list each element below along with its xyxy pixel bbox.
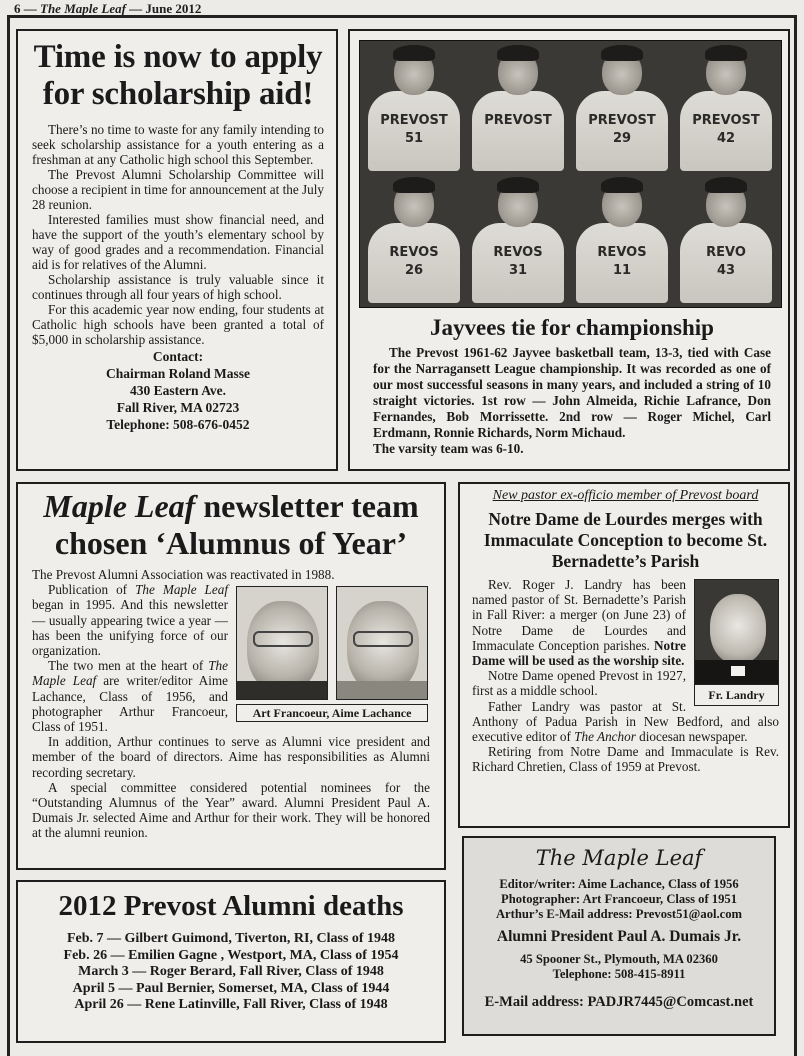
paragraph: In addition, Arthur continues to serve as Alumni vice president and member of the board of directors. Aime has responsibilities as Alumni recording secretary. [32, 734, 430, 780]
alumnus-article [16, 482, 446, 870]
masthead-title: The Maple Leaf [535, 846, 703, 870]
player [678, 45, 774, 175]
portrait-art-francoeur [236, 586, 328, 700]
contact-street: 430 Eastern Ave. [129, 383, 227, 398]
contact-label: Contact: [152, 349, 204, 364]
jersey-lettering: REVOS [493, 245, 543, 260]
death-entry: April 5 — Paul Bernier, Somerset, MA, Class of 1944 [72, 980, 390, 996]
portrait-aime-lachance [336, 586, 428, 700]
jayvees-article [348, 29, 790, 471]
player [470, 45, 566, 175]
paragraph: The Prevost Alumni Scholarship Committee will choose a recipient in time for announcement at the July 28 reunion. [32, 167, 324, 212]
paragraph: A special committee considered potential nominees for the “Outstanding Alumnus of the Year” award. Alumni President Paul A. Dumais Jr. selected Aime and Arthur for their work. They will be honored at the alumni reunion. [32, 779, 430, 841]
jersey-lettering: PREVOST [588, 113, 656, 128]
masthead-editor: Editor/writer: Aime Lachance, Class of 1956 [499, 877, 739, 891]
jersey-number: 31 [508, 263, 528, 278]
portrait-fr-landry [694, 579, 779, 685]
jayvees-body [373, 345, 771, 457]
paragraph: Retiring from Notre Dame and Immaculate is Rev. Richard Chretien, Class of 1959 at Prevost. [472, 744, 779, 775]
paragraph: For this academic year now ending, four students at Catholic high schools have been granted a total of $5,000 in scholarship assistance. [32, 302, 324, 347]
jersey-lettering: REVOS [389, 245, 439, 260]
contact-city: Fall River, MA 02723 [116, 400, 240, 415]
player [366, 177, 462, 307]
team-photo [359, 40, 782, 308]
paragraph: Publication of The Maple Leaf began in 1995. And this newsletter — usually appearing twice a year — has been the unifying force of our organization. [32, 582, 229, 659]
player [574, 45, 670, 175]
alumnus-headline [32, 488, 430, 562]
notre-dame-headline: Notre Dame de Lourdes merges with Immaculate Conception to become St. Bernadette’s Parish [483, 509, 768, 571]
paragraph: The two men at the heart of The Maple Leaf are writer/editor Aime Lachance, Class of 1956, and photographer Arthur Francoeur, Class of 1951. [32, 658, 228, 735]
paragraph: The Prevost Alumni Association was reactivated in 1988. [32, 567, 335, 582]
header-separator: — [129, 1, 143, 16]
notre-dame-kicker: New pastor ex-officio member of Prevost board [492, 488, 759, 503]
masthead-box [462, 836, 776, 1036]
paragraph: Scholarship assistance is truly valuable since it continues through all four years of high school. [32, 272, 324, 302]
page-number: 6 [14, 1, 21, 16]
player [574, 177, 670, 307]
masthead-president: Alumni President Paul A. Dumais Jr. [496, 928, 742, 945]
jersey-lettering: PREVOST [484, 113, 552, 128]
masthead-phone: Telephone: 508-415-8911 [552, 967, 686, 981]
publication-name: The Maple Leaf [40, 1, 126, 16]
paragraph: Father Landry was pastor at St. Anthony of Padua Parish in New Bedford, and also executive editor of The Anchor diocesan newspaper. [472, 698, 779, 745]
notre-dame-article [458, 482, 790, 828]
death-entry: March 3 — Roger Berard, Fall River, Class of 1948 [78, 964, 384, 979]
jersey-number: 42 [716, 131, 736, 146]
header-separator: — [23, 1, 37, 16]
contact-phone: Telephone: 508-676-0452 [106, 417, 250, 432]
jersey-number: 51 [404, 131, 424, 146]
alumnus-body [32, 567, 430, 841]
paragraph: Notre Dame opened Prevost in 1927, first as a middle school. [472, 668, 686, 699]
paragraph: Rev. Roger J. Landry has been named pastor of St. Bernadette’s Parish in Fall River: a merger (on June 23) of Notre Dame de Lourdes and Immaculate Conception parishes. Notre Dame will be used as the worship site. [472, 577, 686, 669]
headline-rest: newsletter team chosen ‘Alumnus of Year’ [54, 488, 419, 561]
death-entry: Feb. 7 — Gilbert Guimond, Tiverton, RI, Class of 1948 [66, 931, 396, 946]
alumni-photos [236, 586, 436, 724]
varsity-record: The varsity team was 6-10. [373, 441, 524, 456]
jayvees-caption: The Prevost 1961-62 Jayvee basketball team, 13-3, tied with Case for the Narragansett League championship. It was recorded as one of our most successful seasons in many years, and included a string of 10 straight victories. 1st row — John Almeida, Richie Lafrance, Don Fernandes, Bob Morrissette. 2nd row — Roger Michel, Carl Erdmann, Ronnie Richards, Norm Michaud. [373, 345, 771, 440]
photo-caption: Fr. Landry [694, 685, 779, 706]
jersey-number: 26 [404, 263, 424, 278]
masthead-email: E-Mail address: PADJR7445@Comcast.net [484, 994, 754, 1010]
deaths-article [16, 880, 446, 1043]
death-entry: April 26 — Rene Latinville, Fall River, Class of 1948 [74, 997, 388, 1012]
paragraph: There’s no time to waste for any family intending to seek scholarship assistance for a youth entering as a freshman at any Catholic high school this September. [32, 122, 324, 167]
issue-date: June 2012 [145, 1, 202, 16]
death-entry: Feb. 26 — Emilien Gagne , Westport, MA, Class of 1954 [63, 947, 399, 963]
masthead-photographer: Photographer: Art Francoeur, Class of 1951 [501, 892, 737, 906]
jersey-lettering: REVO [706, 245, 746, 260]
scholarship-contact [32, 348, 324, 433]
headline-italic: Maple Leaf [43, 488, 196, 524]
player [366, 45, 462, 175]
landry-photo-block [694, 579, 779, 706]
masthead-address: 45 Spooner St., Plymouth, MA 02360 [520, 952, 718, 966]
jersey-lettering: PREVOST [692, 113, 760, 128]
paragraph: Interested families must show financial need, and have the support of the youth’s elementary school by way of good grades and a recommendation. Financial aid is for relatives of the Alumni. [32, 212, 324, 272]
deaths-headline: 2012 Prevost Alumni deaths [58, 890, 404, 922]
contact-name: Chairman Roland Masse [105, 366, 250, 381]
jayvees-headline: Jayvees tie for championship [430, 315, 714, 340]
jersey-number: 43 [716, 263, 736, 278]
player [470, 177, 566, 307]
jersey-lettering: REVOS [597, 245, 647, 260]
masthead-arthur-email: Arthur’s E-Mail address: Prevost51@aol.com [495, 907, 743, 921]
jersey-lettering: PREVOST [380, 113, 448, 128]
scholarship-headline: Time is now to apply for scholarship aid! [33, 39, 323, 112]
scholarship-body [32, 122, 324, 347]
jersey-number: 11 [612, 263, 632, 278]
photo-caption: Art Francoeur, Aime Lachance [236, 704, 428, 722]
jersey-number: 29 [612, 131, 632, 146]
notre-dame-body [472, 577, 779, 775]
player [678, 177, 774, 307]
scholarship-article [16, 29, 338, 471]
